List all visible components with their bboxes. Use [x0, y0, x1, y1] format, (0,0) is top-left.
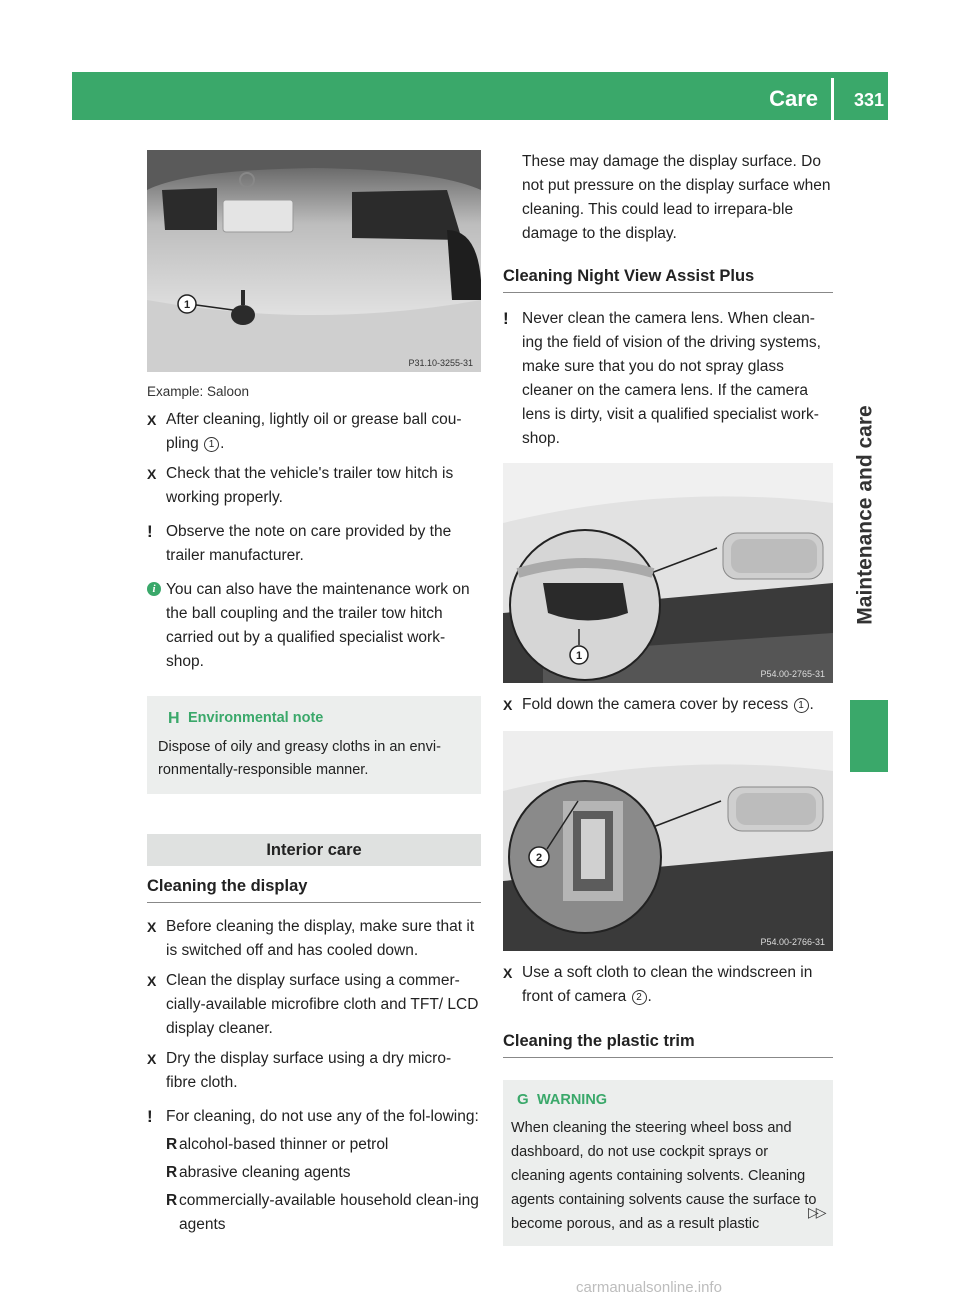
photo1-code: P31.10-3255-31: [408, 358, 473, 368]
step-item: [503, 961, 833, 1009]
subheading: Cleaning the plastic trim: [503, 1029, 833, 1058]
header-divider: [831, 78, 834, 120]
note-text: Never clean the camera lens. When clean-ing the field of vision of the driving systems, make sure that you do not spray glass cleaner on the camera lens. If the camera lens is dirty, visit a qualified specialist work-shop.: [522, 310, 821, 447]
step-marker: X: [147, 466, 157, 482]
caution-note: [503, 307, 833, 451]
note-text: For cleaning, do not use any of the fol-lowing:: [166, 1108, 479, 1125]
section-heading: [147, 834, 481, 866]
photo3-callout: 2: [535, 852, 543, 864]
windscreen-camera-photo: [503, 731, 833, 951]
warning-box: [503, 1080, 833, 1246]
step-text-end: .: [809, 696, 814, 713]
warning-triangle-icon: G: [517, 1091, 529, 1108]
step-text: Use a soft cloth to clean the windscreen in front of camera: [522, 964, 813, 1005]
warning-title: WARNING: [537, 1092, 608, 1108]
step-text: Dry the display surface using a dry micro-fibre cloth.: [166, 1050, 452, 1091]
environmental-note-header: [158, 706, 470, 730]
step-item: [147, 1047, 481, 1095]
left-column: [147, 150, 481, 1237]
chapter-title: Care: [769, 86, 818, 111]
warning-text: When cleaning the steering wheel boss and dashboard, do not use cockpit sprays or cleaning agents containing solvents. Cleaning agents containing solvents cause the surface to become porous, and as a result plastic: [511, 1120, 817, 1232]
list-item: [147, 1189, 481, 1237]
bullet-marker: R: [166, 1136, 178, 1153]
trailer-hitch-photo: [147, 150, 481, 372]
caution-note: [147, 1105, 481, 1129]
step-text: After cleaning, lightly oil or grease ball cou-pling: [166, 411, 462, 452]
info-icon: i: [147, 582, 161, 596]
lightbulb-icon: H: [168, 710, 180, 727]
step-item: [147, 969, 481, 1041]
callout-ref: 1: [204, 437, 219, 452]
caution-note: [147, 520, 481, 568]
step-marker: X: [503, 965, 513, 981]
step-text: Clean the display surface using a commer-cially-available microfibre cloth and TFT/ LCD display cleaner.: [166, 972, 479, 1037]
step-marker: X: [147, 973, 157, 989]
callout-ref: 1: [794, 698, 809, 713]
exclamation-icon: !: [147, 522, 153, 541]
continued-text: These may damage the display surface. Do not put pressure on the display surface when cleaning. This could lead to irrepara-ble damage to the display.: [522, 153, 831, 242]
list-item: [147, 1161, 481, 1185]
watermark: carmanualsonline.info: [576, 1279, 722, 1296]
bullet-marker: R: [166, 1164, 178, 1181]
note-text: Observe the note on care provided by the trailer manufacturer.: [166, 523, 452, 564]
subheading: Cleaning the display: [147, 874, 481, 903]
photo2-code: P54.00-2765-31: [760, 669, 825, 679]
header-bar: [72, 72, 888, 120]
step-marker: X: [147, 919, 157, 935]
continue-arrow-icon: ▷▷: [808, 1204, 824, 1220]
bullet-marker: R: [166, 1192, 178, 1209]
list-item-text: alcohol-based thinner or petrol: [179, 1136, 389, 1153]
step-text-end: .: [647, 988, 652, 1005]
step-text: Check that the vehicle's trailer tow hitch is working properly.: [166, 465, 454, 506]
environmental-note-text: Dispose of oily and greasy cloths in an envi-ronmentally-responsible manner.: [158, 739, 441, 778]
section-title: Interior care: [266, 841, 362, 859]
environmental-note-box: [147, 696, 481, 794]
list-item-text: abrasive cleaning agents: [179, 1164, 351, 1181]
step-marker: X: [147, 412, 157, 428]
step-marker: X: [147, 1051, 157, 1067]
step-item: [147, 915, 481, 963]
callout-ref: 2: [632, 990, 647, 1005]
step-text: Before cleaning the display, make sure that it is switched off and has cooled down.: [166, 918, 475, 959]
step-marker: X: [503, 697, 513, 713]
step-text: Fold down the camera cover by recess: [522, 696, 793, 713]
info-text: You can also have the maintenance work on the ball coupling and the trailer tow hitch carried out by a qualified specialist work-shop.: [166, 581, 470, 670]
step-item: [147, 462, 481, 510]
list-item: [147, 1133, 481, 1157]
side-tab: [848, 350, 884, 680]
step-item: [147, 408, 481, 456]
camera-cover-photo: [503, 463, 833, 683]
right-column: [503, 150, 833, 1246]
list-item-text: commercially-available household clean-ing agents: [179, 1192, 479, 1233]
step-text-end: .: [220, 435, 225, 452]
photo1-callout: 1: [183, 299, 191, 311]
info-note: [147, 578, 481, 674]
photo3-code: P54.00-2766-31: [760, 937, 825, 947]
side-tab-label: Maintenance and care: [854, 405, 878, 625]
subheading: Cleaning Night View Assist Plus: [503, 264, 833, 293]
photo-caption: Example: Saloon: [147, 384, 250, 399]
exclamation-icon: !: [147, 1107, 153, 1126]
page-number: 331: [853, 90, 884, 110]
step-item: [503, 693, 833, 717]
photo2-callout: 1: [575, 650, 583, 662]
exclamation-icon: !: [503, 309, 509, 328]
environmental-note-title: Environmental note: [188, 710, 324, 726]
warning-header: [511, 1088, 825, 1112]
side-tab-marker: [850, 700, 888, 772]
